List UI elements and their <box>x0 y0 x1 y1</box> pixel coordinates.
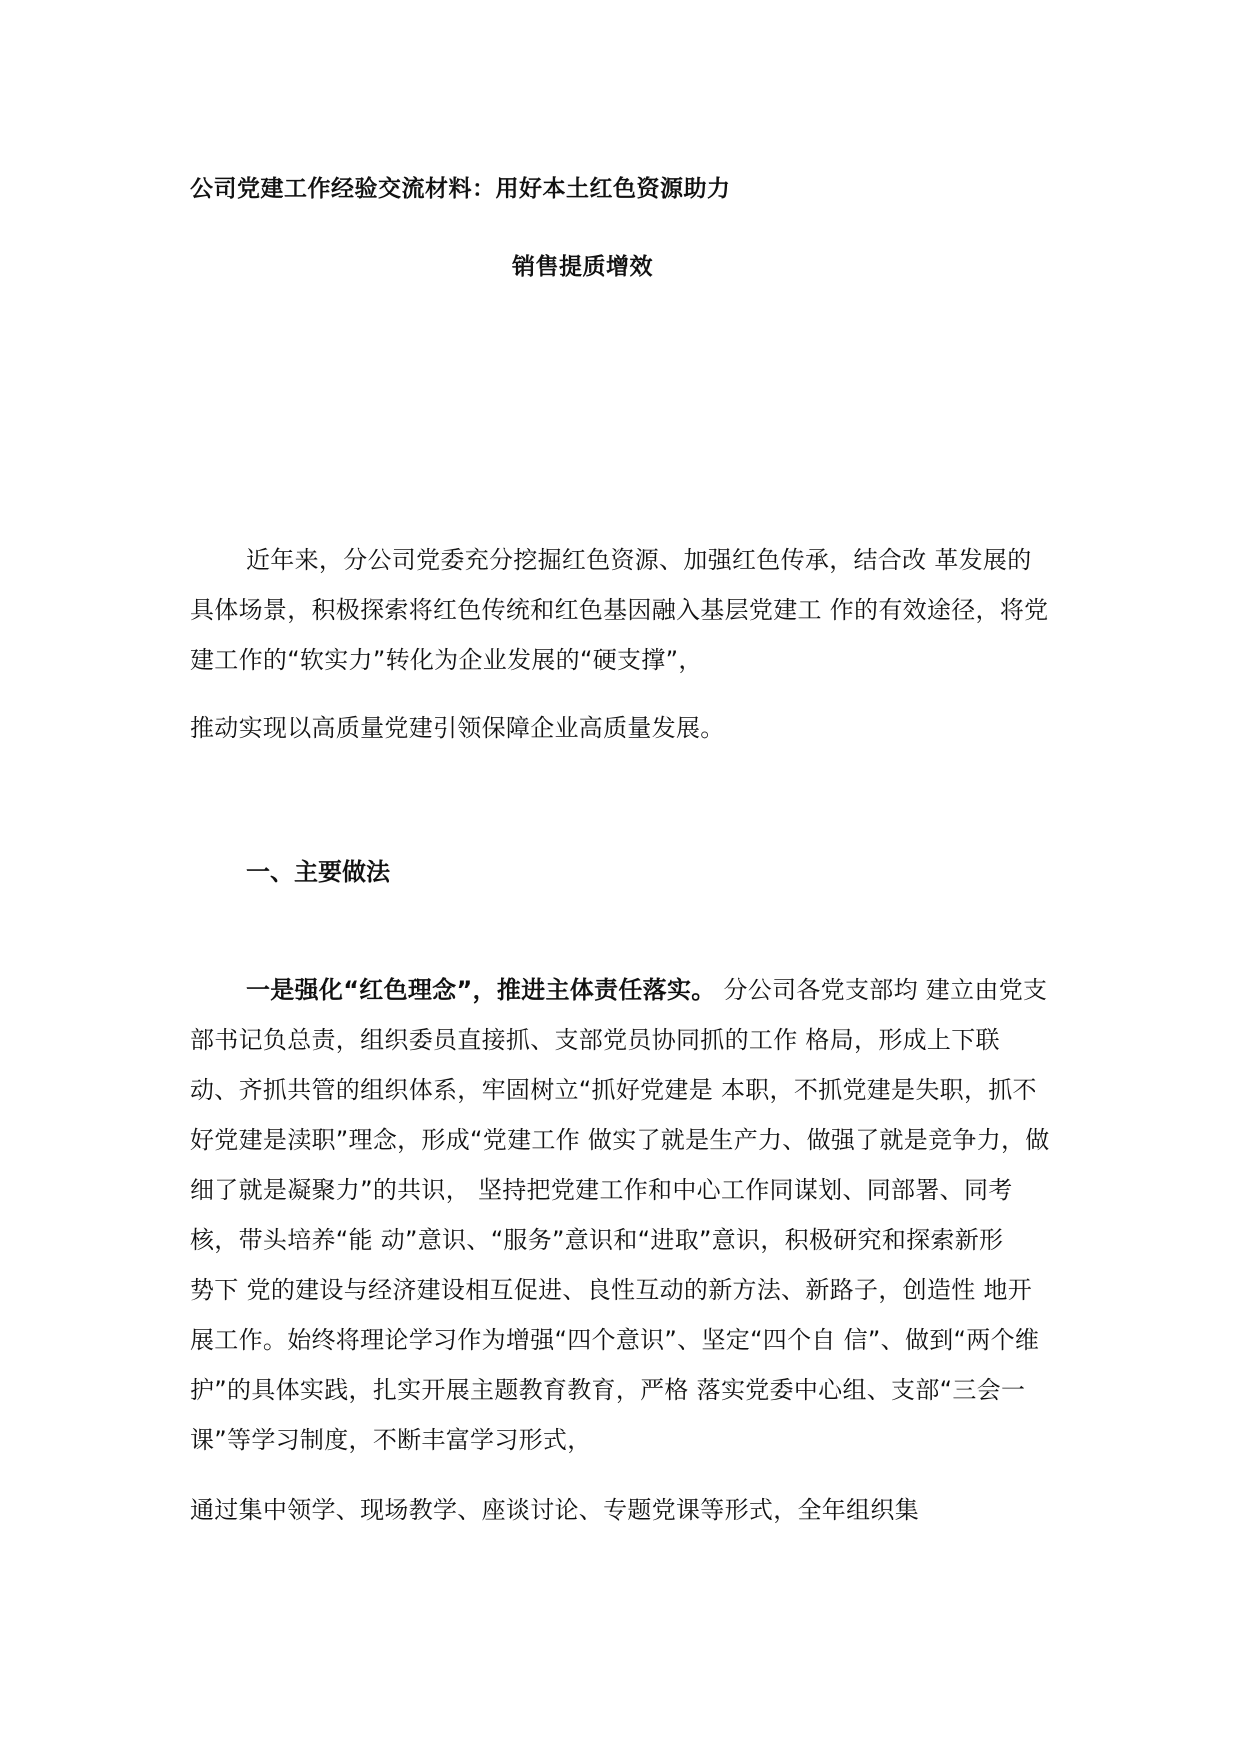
section1-line-9: 课”等学习制度，不断丰富学习形式， <box>190 1426 592 1454</box>
section1-line-10: 通过集中领学、现场教学、座谈讨论、专题党课等形式，全年组织集 <box>190 1496 919 1524</box>
section1-line-7: 展工作。始终将理论学习作为增强“四个意识”、坚定“四个自 信”、做到“两个维 <box>190 1326 1040 1354</box>
section1-line-5: 核，带头培养“能 动”意识、“服务”意识和“进取”意识，积极研究和探索新形 <box>190 1226 1004 1254</box>
document-title-line-1: 公司党建工作经验交流材料：用好本土红色资源助力 <box>190 176 731 202</box>
section1-line-3: 好党建是渎职”理念，形成“党建工作 做实了就是生产力、做强了就是竞争力，做 <box>190 1126 1050 1154</box>
section1-lead-rest: 分公司各党支部均 建立由党支 <box>715 976 1048 1004</box>
intro-line-3: 建工作的“软实力”转化为企业发展的“硬支撑”， <box>190 646 703 674</box>
section1-line-2: 动、齐抓共管的组织体系，牢固树立“抓好党建是 本职，不抓党建是失职，抓不 <box>190 1076 1037 1104</box>
section1-paragraph-lead <box>246 970 1047 1005</box>
section1-line-6: 势下 党的建设与经济建设相互促进、良性互动的新方法、新路子，创造性 地开 <box>190 1276 1033 1304</box>
section-heading-main-practices: 一、主要做法 <box>246 858 390 886</box>
section1-lead-bold: 一是强化“红色理念”，推进主体责任落实。 <box>246 976 716 1004</box>
section1-line-4: 细了就是凝聚力”的共识， 坚持把党建工作和中心工作同谋划、同部署、同考 <box>190 1176 1013 1204</box>
document-title-line-2: 销售提质增效 <box>512 254 653 280</box>
intro-line-4: 推动实现以高质量党建引领保障企业高质量发展。 <box>190 714 725 742</box>
intro-line-2: 具体场景，积极探索将红色传统和红色基因融入基层党建工 作的有效途径，将党 <box>190 596 1049 624</box>
section1-line-8: 护”的具体实践，扎实开展主题教育教育，严格 落实党委中心组、支部“三会一 <box>190 1376 1026 1404</box>
section1-line-1: 部书记负总责，组织委员直接抓、支部党员协同抓的工作 格局，形成上下联 <box>190 1026 1000 1054</box>
intro-line-1: 近年来，分公司党委充分挖掘红色资源、加强红色传承，结合改 革发展的 <box>246 546 1032 574</box>
